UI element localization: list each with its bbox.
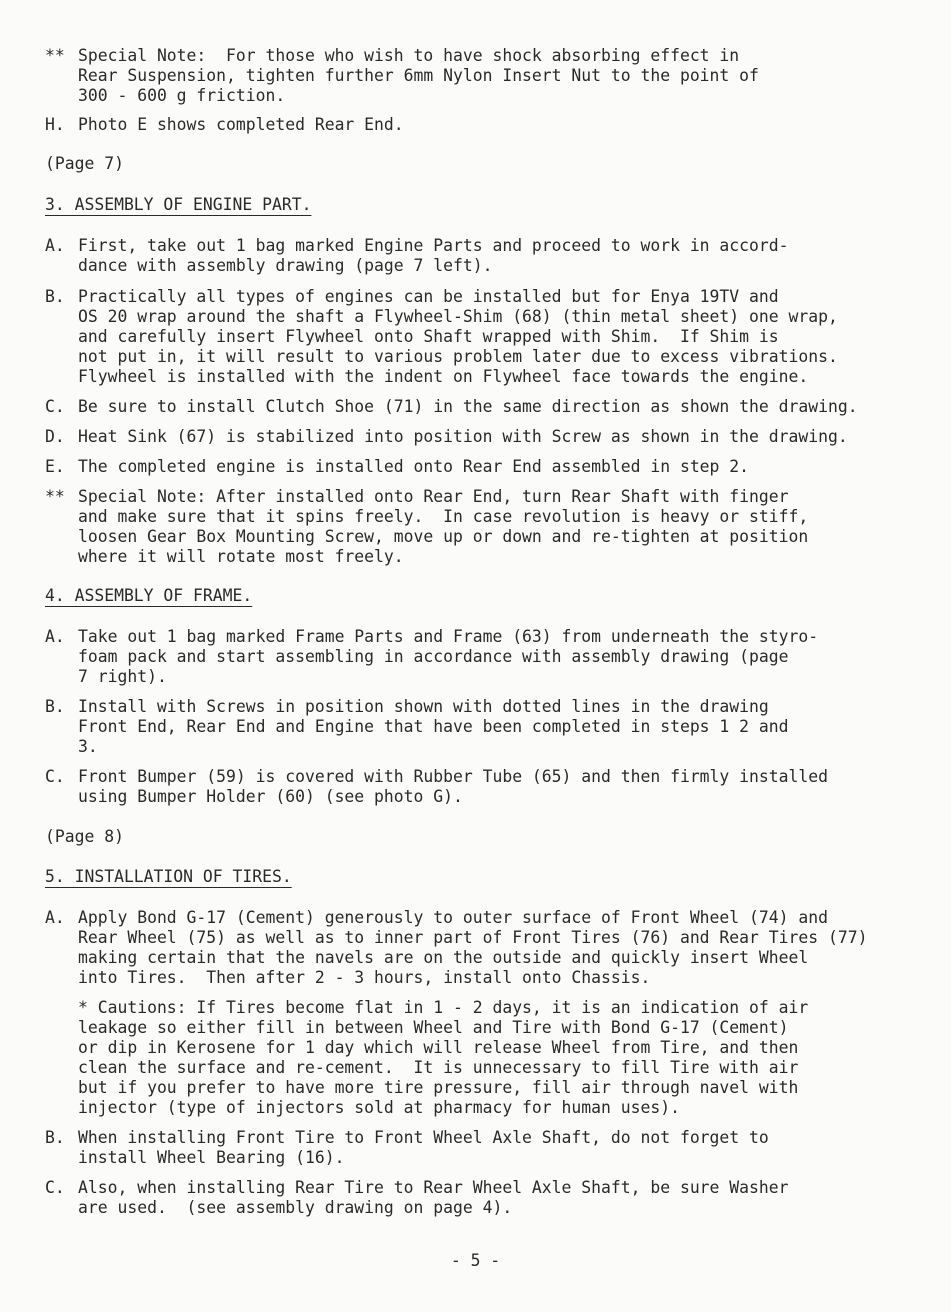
engine-step-a [45,236,901,276]
item-label: A. [45,236,65,255]
special-note-rear-suspension [45,46,901,106]
frame-step-b [45,697,901,757]
item-label: B. [45,287,65,306]
section-heading-engine: 3. ASSEMBLY OF ENGINE PART. [45,195,312,214]
engine-step-e [45,457,901,477]
item-label: A. [45,908,65,927]
page-ref-8: (Page 8) [45,827,124,846]
item-text: Special Note: For those who wish to have shock absorbing effect in Rear Suspension, tighten further 6mm Nylon Insert Nut to the point of 300 - 600 g friction. [78,46,759,105]
special-note-engine [45,487,901,567]
item-text: Apply Bond G-17 (Cement) generously to outer surface of Front Wheel (74) and Rear Wheel (75) as well as to inner part of Front Tires (76) and Rear Tires (77) making certain that the navels are on the outside and quickly insert Wheel into Tires. Then after 2 - 3 hours, install onto Chassis. [78,908,868,987]
item-label: ** [45,46,65,65]
item-label: B. [45,1128,65,1147]
item-text: Special Note: After installed onto Rear End, turn Rear Shaft with finger and make sure that it spins freely. In case revolution is heavy or stiff, loosen Gear Box Mounting Screw, move up or down and re-tighten at position where it will rotate most freely. [78,487,809,566]
section-heading-tires: 5. INSTALLATION OF TIRES. [45,867,292,886]
engine-step-d [45,427,901,447]
item-label: B. [45,697,65,716]
engine-step-b [45,287,901,387]
item-label: C. [45,767,65,786]
item-label: C. [45,1178,65,1197]
item-text: Heat Sink (67) is stabilized into position with Screw as shown in the drawing. [78,427,848,446]
item-text: Install with Screws in position shown with dotted lines in the drawing Front End, Rear End and Engine that have been completed in steps 1 2 and 3. [78,697,789,756]
item-text: Practically all types of engines can be installed but for Enya 19TV and OS 20 wrap around the shaft a Flywheel-Shim (68) (thin metal sheet) one wrap, and carefully insert Flywheel onto Shaft wrapped with Shim. If Shim is not put in, it will result to various problem later due to excess vibrations. Flywheel is installed with the indent on Flywheel face towards the engine. [78,287,838,386]
frame-step-c [45,767,901,807]
item-label: D. [45,427,65,446]
page-number: - 5 - [450,1251,501,1270]
item-text: First, take out 1 bag marked Engine Parts and proceed to work in accord- dance with assembly drawing (page 7 left). [78,236,789,275]
item-text: Front Bumper (59) is covered with Rubber Tube (65) and then firmly installed using Bumper Holder (60) (see photo G). [78,767,828,806]
engine-step-c [45,397,901,417]
tires-step-b [45,1128,901,1168]
section-heading-frame: 4. ASSEMBLY OF FRAME. [45,586,253,605]
item-label: H. [45,115,65,134]
item-text: Take out 1 bag marked Frame Parts and Frame (63) from underneath the styro- foam pack and start assembling in accordance with assembly drawing (page 7 right). [78,627,819,686]
item-label: C. [45,397,65,416]
tires-step-a [45,908,901,988]
item-text: Photo E shows completed Rear End. [78,115,404,134]
item-label: E. [45,457,65,476]
item-text: Be sure to install Clutch Shoe (71) in the same direction as shown the drawing. [78,397,858,416]
frame-step-a [45,627,901,687]
item-label: A. [45,627,65,646]
step-h [45,115,901,135]
tires-caution: * Cautions: If Tires become flat in 1 - 2 days, it is an indication of air leakage so either fill in between Wheel and Tire with Bond G-17 (Cement) or dip in Kerosene for 1 day which will release Wheel from Tire, and then clean the surface and re-cement. It is unnecessary to fill Tire with air but if you prefer to have more tire pressure, fill air through navel with injector (type of injectors sold at pharmacy for human uses). [78,998,809,1117]
item-label: ** [45,487,65,506]
tires-step-c [45,1178,901,1218]
item-text: When installing Front Tire to Front Wheel Axle Shaft, do not forget to install Wheel Bearing (16). [78,1128,769,1167]
page-ref-7: (Page 7) [45,154,124,173]
item-text: Also, when installing Rear Tire to Rear Wheel Axle Shaft, be sure Washer are used. (see assembly drawing on page 4). [78,1178,789,1217]
item-text: The completed engine is installed onto Rear End assembled in step 2. [78,457,750,476]
